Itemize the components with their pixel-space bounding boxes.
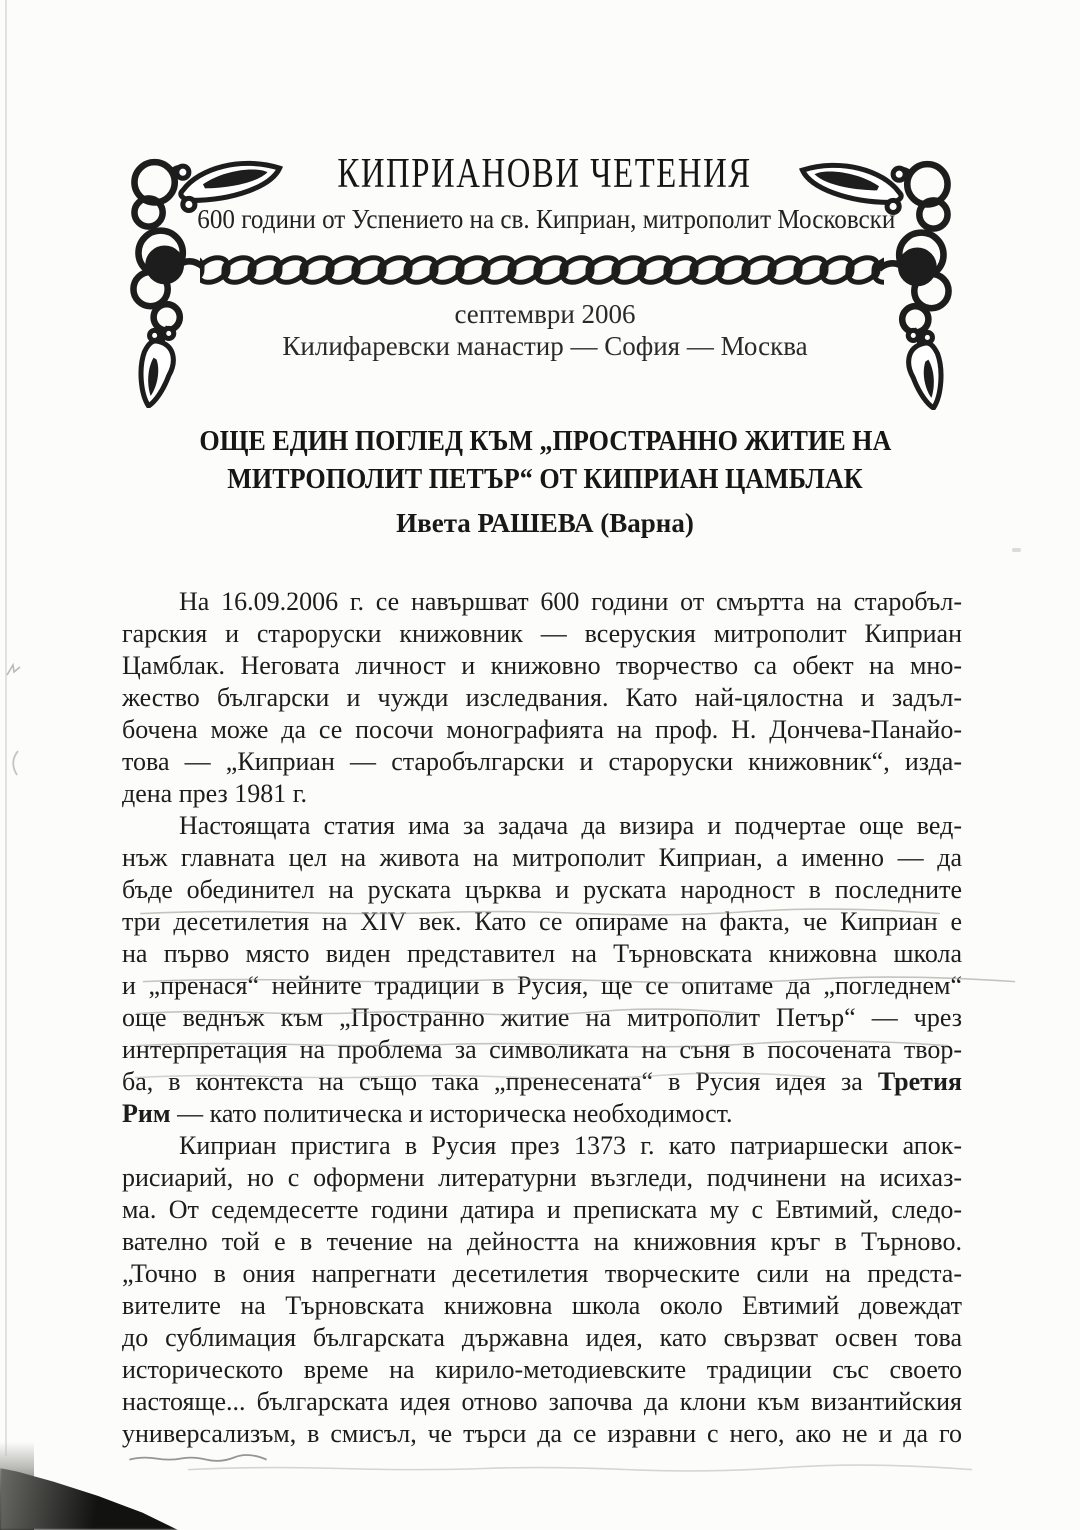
- text-line: ба, в контекста на също така „пренесената“ в Русия идея за Третия: [122, 1067, 962, 1096]
- paragraph: [122, 586, 962, 810]
- text-line: бочена може да се посочи монографията на проф. Н. Дончева-Панайо-: [122, 715, 962, 744]
- article-body: [122, 586, 962, 1450]
- text-line: настояще... българската идея отново започва да клони към византийския: [122, 1387, 962, 1416]
- paragraph: [122, 1130, 962, 1450]
- pencil-underline: [128, 1072, 828, 1081]
- text-line: нъж главната цел на живота на митрополит Киприан, а именно — да: [122, 843, 962, 872]
- binding-shadow: [0, 1468, 178, 1530]
- text-line: универсализъм, в смисъл, че търси да се изравни с него, ако не и да го: [122, 1419, 962, 1448]
- conference-title: КИПРИАНОВИ ЧЕТЕНИЯ: [337, 151, 753, 197]
- text-line: бъде обединител на руската църква и руската народност в последните: [122, 875, 962, 904]
- text-line: историческото време на кирило-методиевските традиции със своето: [122, 1355, 962, 1384]
- conference-subtitle: 600 години от Успението на св. Киприан, митрополит Московски: [196, 204, 896, 234]
- text-line: това — „Киприан — старобългарски и староруски книжовник“, изда-: [122, 747, 962, 776]
- text-line: „Точно в ония напрегнати десетилетия творческите сили на предста-: [122, 1259, 962, 1288]
- article-title-line1: ОЩЕ ЕДИН ПОГЛЕД КЪМ „ПРОСТРАННО ЖИТИЕ НА: [199, 425, 891, 457]
- text-line: интерпретация на проблема за символиката на съня в посочената твор-: [122, 1035, 962, 1064]
- pencil-underline: [180, 1464, 980, 1473]
- margin-pencil-mark: [7, 750, 21, 776]
- article-author: Ивета РАШЕВА (Варна): [396, 508, 694, 538]
- text-line: Настоящата статия има за задача да визира и подчертае още вед-: [179, 811, 962, 840]
- text-line: още веднъж към „Пространно житие на митрополит Петър“ — чрез: [122, 1003, 962, 1032]
- pencil-underline: [128, 1454, 268, 1463]
- text-line: вителите на Търновската книжовна школа около Евтимий довеждат: [122, 1291, 962, 1320]
- text-line: дена през 1981 г.: [122, 779, 307, 808]
- paragraph: [122, 810, 962, 1130]
- text-line: Рим — като политическа и историческа необходимост.: [122, 1099, 733, 1128]
- text-line: до сублимация българската държавна идея, като свързват освен това: [122, 1323, 962, 1352]
- conference-venue: Килифаревски манастир — София — Москва: [282, 331, 808, 361]
- text-line: три десетилетия на XIV век. Като се опираме на факта, че Киприан е: [122, 907, 962, 936]
- braid-chain-divider-icon: [200, 251, 884, 289]
- text-line: Цамблак. Неговата личност и книжовно творчество са обект на мно-: [122, 651, 962, 680]
- article-title: [0, 422, 1080, 498]
- pencil-underline: [128, 1040, 956, 1049]
- conference-date: септември 2006: [454, 299, 636, 329]
- pencil-underline: [134, 976, 1024, 985]
- text-line: На 16.09.2006 г. се навършват 600 години от смъртта на старобъл-: [179, 587, 962, 616]
- text-line: ма. От седемдесетте години датира и преписката му с Евтимий, следо-: [122, 1195, 962, 1224]
- margin-pencil-mark: [1012, 548, 1021, 552]
- text-line: Киприан пристига в Русия през 1373 г. като патриаршески апок-: [179, 1131, 962, 1160]
- text-line: вателно той е в течение на дейността на книжовния кръг в Търново.: [122, 1227, 962, 1256]
- text-line: и „пренася“ нейните традиции в Русия, ще се опитаме да „погледнем“: [122, 971, 962, 1000]
- text-line: рисиарий, но с оформени литературни възгледи, подчинени на исихаз-: [122, 1163, 962, 1192]
- text-line: на първо място виден представител на Търновската книжовна школа: [122, 939, 962, 968]
- text-line: гарския и староруски книжовник — всеруския митрополит Киприан: [122, 619, 962, 648]
- pencil-underline: [132, 908, 948, 917]
- margin-pencil-mark: [5, 662, 23, 680]
- article-title-line2: МИТРОПОЛИТ ПЕТЪР“ ОТ КИПРИАН ЦАМБЛАК: [227, 463, 863, 495]
- text-line: жество български и чужди изследвания. Като най-цялостна и задъл-: [122, 683, 962, 712]
- pencil-underline: [130, 1008, 750, 1017]
